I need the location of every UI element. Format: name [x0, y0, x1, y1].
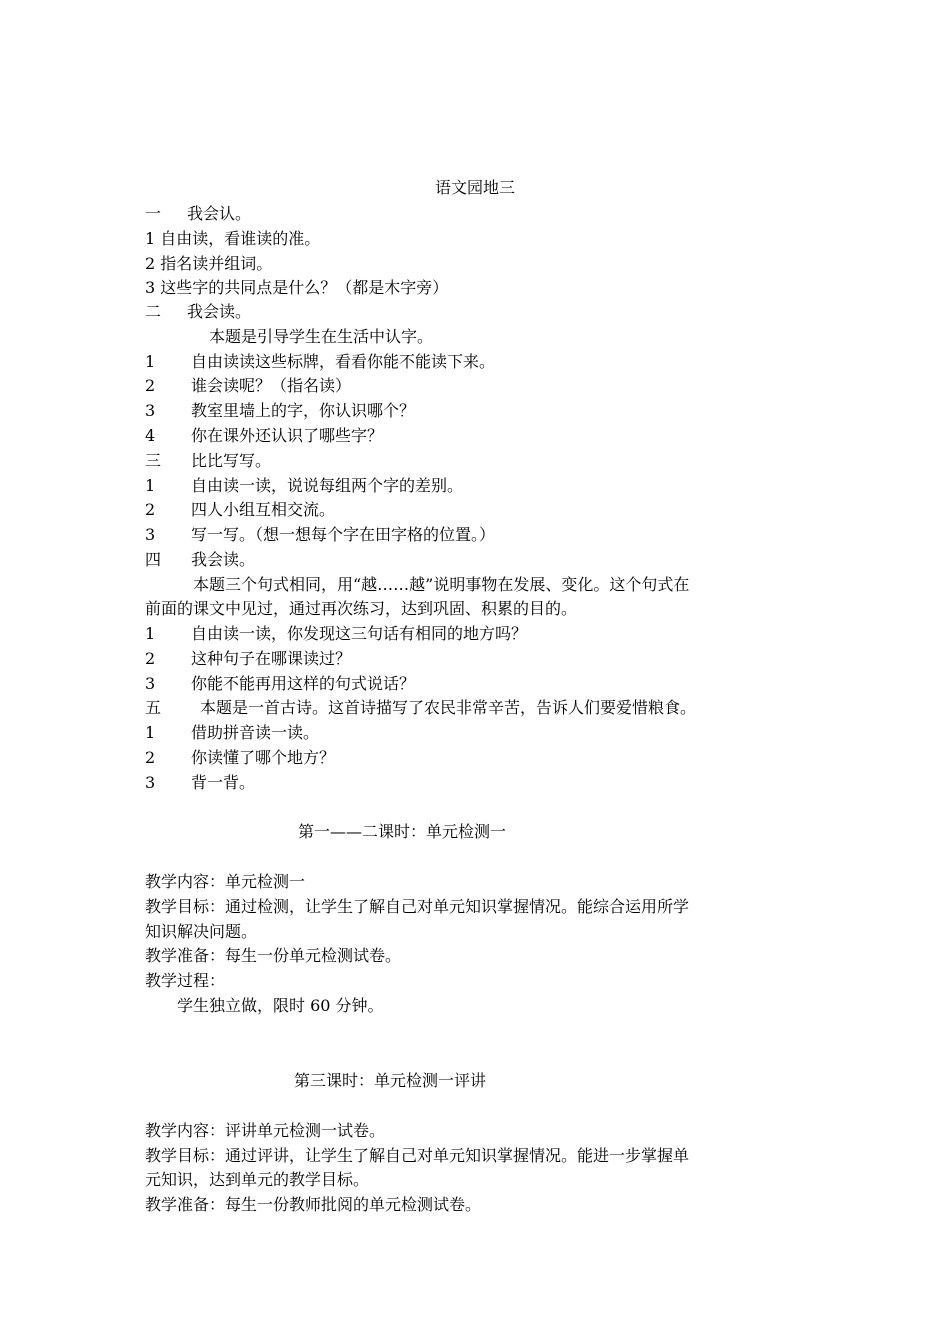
item-text: 借助拼音读一读。	[191, 723, 320, 742]
section-heading-text: 比比写写。	[191, 451, 272, 470]
page-title: 语文园地三	[434, 178, 515, 197]
section-number: 三	[145, 451, 162, 470]
lesson-3-content: 教学内容：评讲单元检测一试卷。	[145, 1121, 386, 1140]
section-2-heading	[145, 302, 815, 322]
section-heading-text: 我会读。	[191, 550, 256, 569]
lesson-1-process: 教学过程：	[145, 971, 226, 990]
item-text: 谁会读呢？（指名读）	[191, 376, 352, 395]
lesson-3-goal-line-1: 教学目标：通过评讲，让学生了解自己对单元知识掌握情况。能进一步掌握单	[145, 1146, 690, 1165]
item-number: 2	[145, 649, 156, 668]
item-number: 3	[145, 401, 156, 420]
list-item: 2 指名读并组词。	[145, 254, 273, 273]
item-number: 2	[145, 500, 156, 519]
section-number: 二	[145, 302, 162, 321]
item-text: 背一背。	[191, 773, 256, 792]
item-number: 3	[145, 674, 156, 693]
item-number: 1	[145, 723, 156, 742]
list-item	[145, 674, 815, 694]
item-number: 1	[145, 624, 156, 643]
list-item	[145, 649, 815, 669]
item-text: 自由读读这些标牌，看看你能不能读下来。	[191, 352, 496, 371]
list-item: 3 这些字的共同点是什么？（都是木字旁）	[145, 278, 449, 297]
item-text: 你在课外还认识了哪些字？	[191, 426, 384, 445]
list-item	[145, 525, 815, 545]
item-text: 自由读一读，你发现这三句话有相同的地方吗？	[191, 624, 528, 643]
item-number: 1	[145, 476, 156, 495]
lesson-1-title: 第一——二课时：单元检测一	[298, 822, 507, 841]
item-text: 自由读一读，说说每组两个字的差别。	[191, 476, 464, 495]
lesson-1-process-text: 学生独立做，限时 60 分钟。	[177, 996, 384, 1015]
list-item	[145, 426, 815, 446]
section-heading-text: 我会读。	[187, 302, 252, 321]
list-item	[145, 748, 815, 768]
item-text: 你能不能再用这样的句式说话？	[191, 674, 416, 693]
lesson-1-goal-line-1: 教学目标：通过检测，让学生了解自己对单元知识掌握情况。能综合运用所学	[145, 897, 690, 916]
list-item	[145, 401, 815, 421]
section-1-heading	[145, 204, 815, 224]
list-item	[145, 352, 815, 372]
section-number: 五	[145, 698, 162, 717]
item-number: 3	[145, 773, 156, 792]
lesson-1-goal-line-2: 知识解决问题。	[145, 922, 258, 941]
lesson-1-content: 教学内容：单元检测一	[145, 872, 306, 891]
item-text: 教室里墙上的字，你认识哪个？	[191, 401, 416, 420]
section-intro: 本题是引导学生在生活中认字。	[209, 327, 434, 346]
section-intro-line-2: 前面的课文中见过，通过再次练习，达到巩固、积累的目的。	[145, 599, 578, 618]
section-number: 四	[145, 550, 162, 569]
section-3-heading	[145, 451, 815, 471]
list-item	[145, 773, 815, 793]
item-text: 四人小组互相交流。	[191, 500, 336, 519]
list-item	[145, 500, 815, 520]
item-text: 写一写。（想一想每个字在田字格的位置。）	[191, 525, 496, 544]
section-4-heading	[145, 550, 815, 570]
list-item	[145, 376, 815, 396]
lesson-1-prep: 教学准备：每生一份单元检测试卷。	[145, 946, 402, 965]
lesson-3-prep: 教学准备：每生一份教师批阅的单元检测试卷。	[145, 1195, 482, 1214]
item-text: 这种句子在哪课读过？	[191, 649, 352, 668]
section-intro-line-1: 本题三个句式相同，用“越……越”说明事物在发展、变化。这个句式在	[193, 575, 690, 594]
section-5-heading	[145, 698, 815, 718]
list-item: 1 自由读，看谁读的准。	[145, 229, 321, 248]
list-item	[145, 723, 815, 743]
list-item	[145, 624, 815, 644]
item-number: 4	[145, 426, 156, 445]
section-number: 一	[145, 204, 162, 223]
list-item	[145, 476, 815, 496]
section-heading-text: 本题是一首古诗。这首诗描写了农民非常辛苦，告诉人们要爱惜粮食。	[200, 698, 697, 717]
item-number: 2	[145, 376, 156, 395]
lesson-3-title: 第三课时：单元检测一评讲	[294, 1071, 487, 1090]
item-number: 1	[145, 352, 156, 371]
lesson-3-goal-line-2: 元知识，达到单元的教学目标。	[145, 1170, 370, 1189]
item-number: 3	[145, 525, 156, 544]
section-heading-text: 我会认。	[187, 204, 252, 223]
item-number: 2	[145, 748, 156, 767]
item-text: 你读懂了哪个地方？	[191, 748, 336, 767]
